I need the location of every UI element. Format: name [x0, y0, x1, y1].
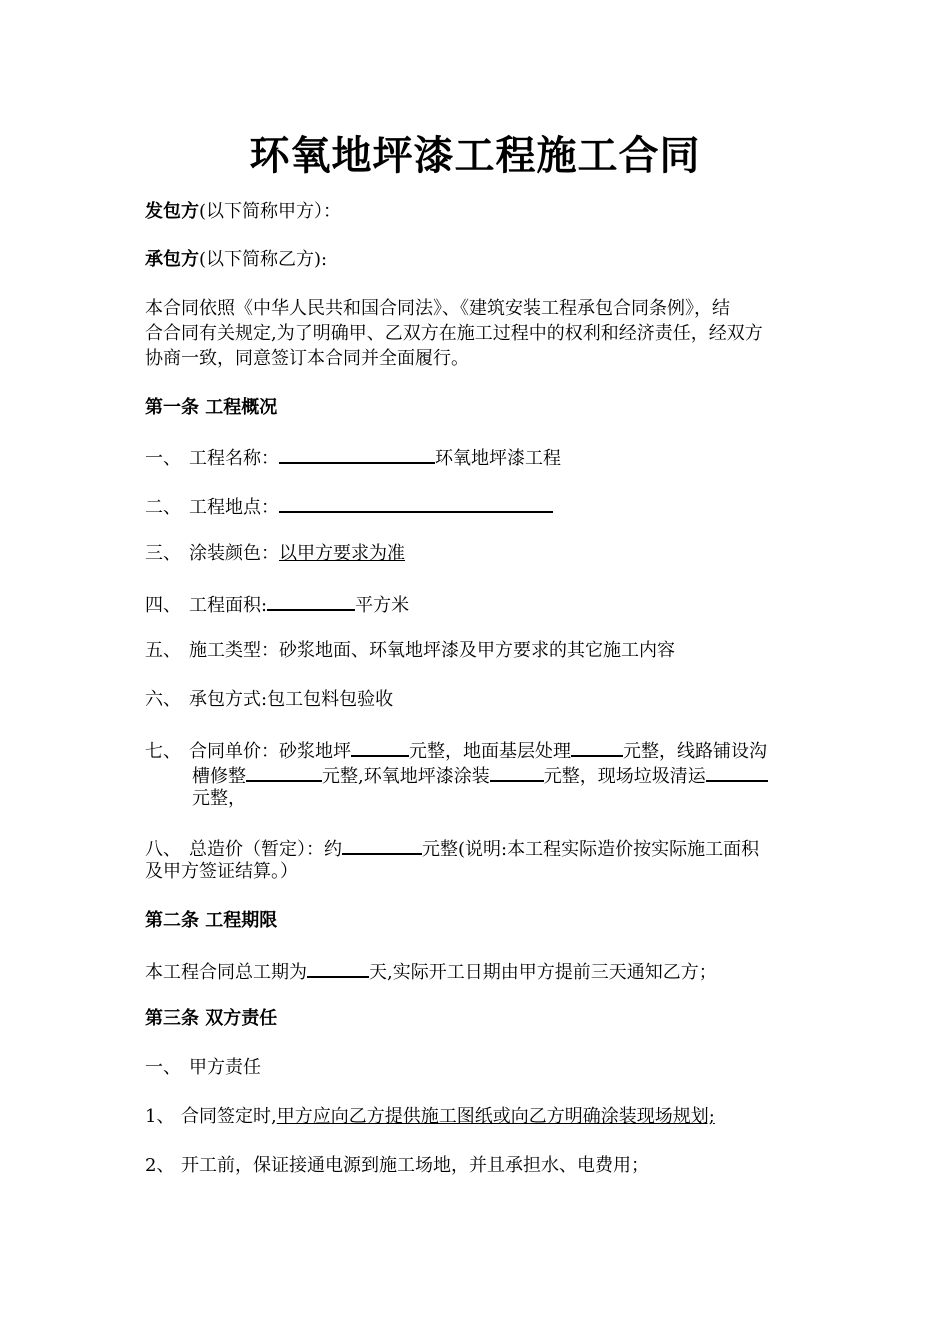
intro-line-1: 本合同依照《中华人民共和国合同法》、《建筑安装工程承包合同条例》，结: [145, 298, 730, 319]
party-a-label: 发包方: [145, 201, 199, 222]
item-total-price-line-2: 及甲方签证结算。）: [145, 861, 298, 882]
item-label: 涂装颜色：: [189, 543, 279, 564]
price-text-c: 元整，线路铺设沟: [623, 741, 767, 762]
item-number: 三、: [145, 543, 181, 564]
item-label: 工程面积:: [189, 595, 268, 616]
document-title: 环氧地坪漆工程施工合同: [249, 132, 701, 179]
item-unit-price-line-2: [192, 762, 768, 789]
article-2-heading: 第二条 工程期限: [145, 910, 278, 931]
responsibility-item-1: [145, 1105, 715, 1129]
item-value: 以甲方要求为准: [279, 543, 405, 564]
duration-text-a: 本工程合同总工期为: [145, 962, 307, 983]
item-number: 2、: [145, 1155, 175, 1176]
item-label: 承包方式:包工包料包验收: [189, 689, 394, 710]
duration-text-b: 天,实际开工日期由甲方提前三天通知乙方；: [369, 962, 717, 983]
item-label: 工程地点：: [189, 497, 279, 518]
sub-heading-label: 甲方责任: [189, 1057, 261, 1078]
blank-line: [279, 493, 553, 513]
total-text-b: 元整(说明:本工程实际造价按实际施工面积: [422, 839, 760, 860]
price-text-d: 槽修整: [192, 766, 246, 787]
item-number: 一、: [145, 448, 181, 469]
item-number: 六、: [145, 689, 181, 710]
duration-line: [145, 958, 717, 985]
item-construction-type: [145, 639, 675, 663]
responsibility-item-2: [145, 1154, 649, 1178]
item-number: 七、: [145, 741, 181, 762]
item-number: 二、: [145, 497, 181, 518]
blank-line: [571, 737, 623, 757]
item-project-location: [145, 493, 553, 520]
price-text-b: 元整，地面基层处理: [409, 741, 571, 762]
party-b-note: (以下简称乙方):: [199, 249, 328, 270]
total-text-a: 总造价（暂定）：约: [189, 839, 342, 860]
item-coating-color: [145, 542, 405, 566]
article-3-heading: 第三条 双方责任: [145, 1008, 278, 1029]
item-project-name: [145, 444, 561, 471]
item-value: 环氧地坪漆工程: [435, 448, 561, 469]
item-contract-method: [145, 688, 393, 712]
party-a-line: [145, 200, 341, 224]
party-b-line: [145, 248, 327, 272]
blank-line: [490, 762, 544, 782]
price-text-e: 元整,环氧地坪漆涂装: [322, 766, 490, 787]
item-total-price-line-1: [145, 835, 759, 862]
party-b-label: 承包方: [145, 249, 199, 270]
intro-line-2: 合合同有关规定,为了明确甲、乙双方在施工过程中的权利和经济责任，经双方: [145, 323, 763, 344]
item-text-a: 合同签定时,: [181, 1106, 277, 1127]
item-project-area: [145, 591, 409, 618]
blank-line: [279, 444, 435, 464]
blank-line: [706, 762, 768, 782]
item-text-b: 甲方应向乙方提供施工图纸或向乙方明确涂装现场规划;: [276, 1106, 715, 1127]
item-number: 一、: [145, 1057, 181, 1078]
price-text-f: 元整，现场垃圾清运: [543, 766, 706, 787]
item-text-a: 开工前，保证接通电源到施工场地，并且承担水、电费用；: [181, 1155, 649, 1176]
blank-line: [267, 591, 355, 611]
item-unit-price-line-1: [145, 737, 767, 764]
item-number: 五、: [145, 640, 181, 661]
party-a-responsibility-heading: [145, 1056, 261, 1080]
article-1-heading: 第一条 工程概况: [145, 397, 278, 418]
item-number: 八、: [145, 839, 181, 860]
item-value: 平方米: [355, 595, 410, 616]
party-a-note: (以下简称甲方）：: [199, 201, 342, 222]
blank-line: [351, 737, 409, 757]
blank-line: [307, 958, 369, 978]
item-number: 四、: [145, 595, 181, 616]
blank-line: [246, 762, 322, 782]
item-label: 施工类型：砂浆地面、环氧地坪漆及甲方要求的其它施工内容: [189, 640, 675, 661]
item-unit-price-line-3: 元整，: [192, 788, 246, 809]
intro-line-3: 协商一致，同意签订本合同并全面履行。: [145, 348, 469, 369]
item-number: 1、: [145, 1106, 175, 1127]
price-text-a: 合同单价：砂浆地坪: [189, 741, 351, 762]
item-label: 工程名称：: [189, 448, 279, 469]
blank-line: [342, 835, 422, 855]
